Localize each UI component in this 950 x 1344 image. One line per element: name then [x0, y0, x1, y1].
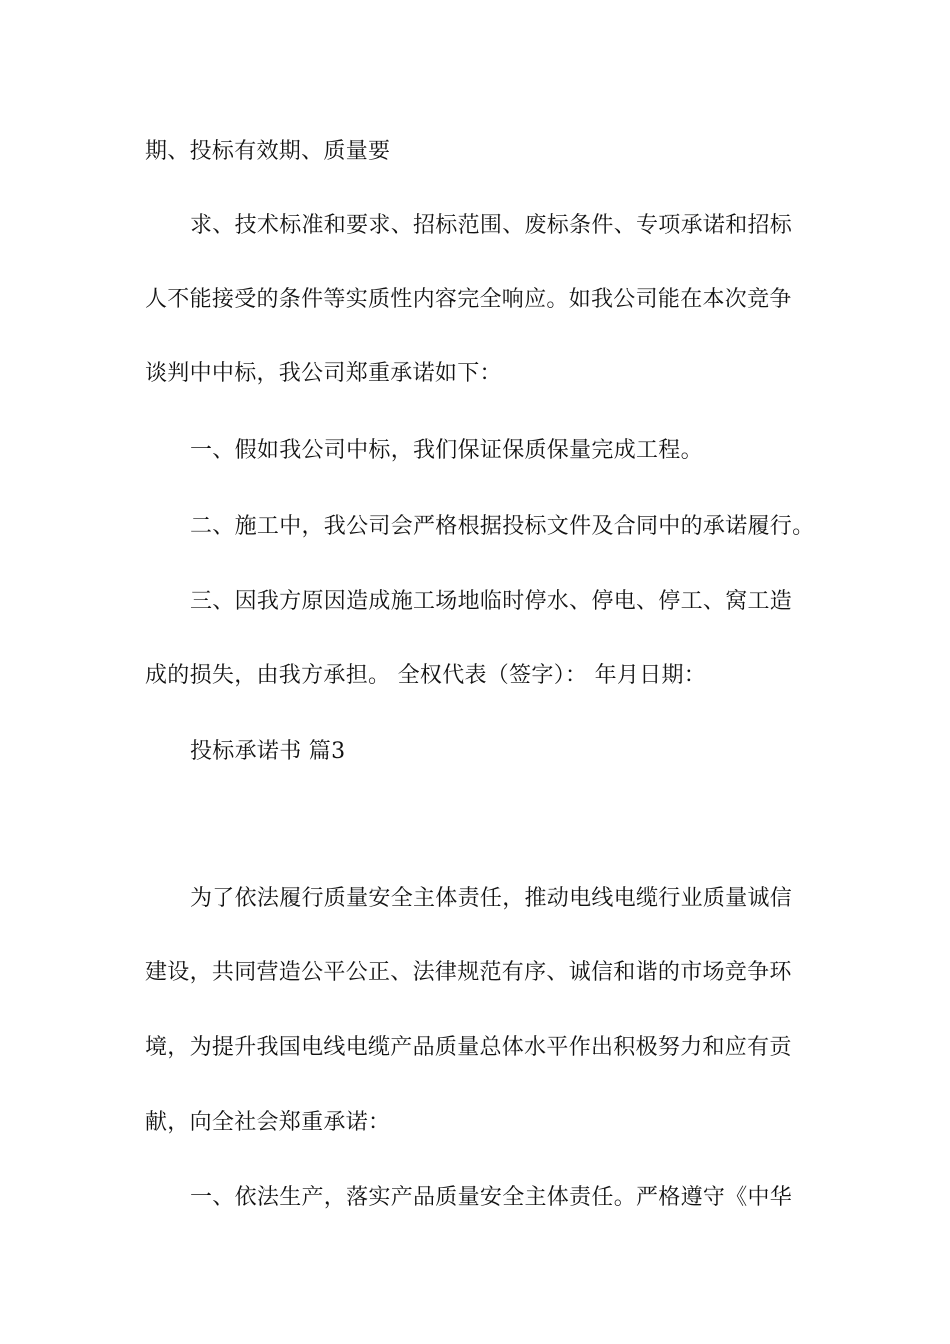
text-line: 为了依法履行质量安全主体责任，推动电线电缆行业质量诚信 [190, 886, 793, 911]
text-line: 三、因我方原因造成施工场地临时停水、停电、停工、窝工造 [190, 589, 793, 614]
text-line: 成的损失，由我方承担。 全权代表（签字）： 年月日期： [145, 663, 707, 688]
text-line: 求、技术标准和要求、招标范围、废标条件、专项承诺和招标 [190, 213, 793, 238]
text-line: 人不能接受的条件等实质性内容完全响应。如我公司能在本次竞争 [145, 287, 792, 312]
text-line: 境，为提升我国电线电缆产品质量总体水平作出积极努力和应有贡 [145, 1035, 792, 1060]
text-line: 献，向全社会郑重承诺： [145, 1110, 391, 1135]
text-line: 期、投标有效期、质量要 [145, 139, 391, 164]
text-line: 一、假如我公司中标，我们保证保质保量完成工程。 [190, 438, 703, 463]
text-line: 二、施工中，我公司会严格根据投标文件及合同中的承诺履行。 [190, 514, 815, 539]
text-line: 谈判中中标，我公司郑重承诺如下： [145, 361, 502, 386]
text-line: 一、依法生产，落实产品质量安全主体责任。严格遵守《中华 [190, 1185, 793, 1210]
section-heading: 投标承诺书 篇3 [190, 739, 346, 764]
text-line: 建设，共同营造公平公正、法律规范有序、诚信和谐的市场竞争环 [145, 960, 792, 985]
